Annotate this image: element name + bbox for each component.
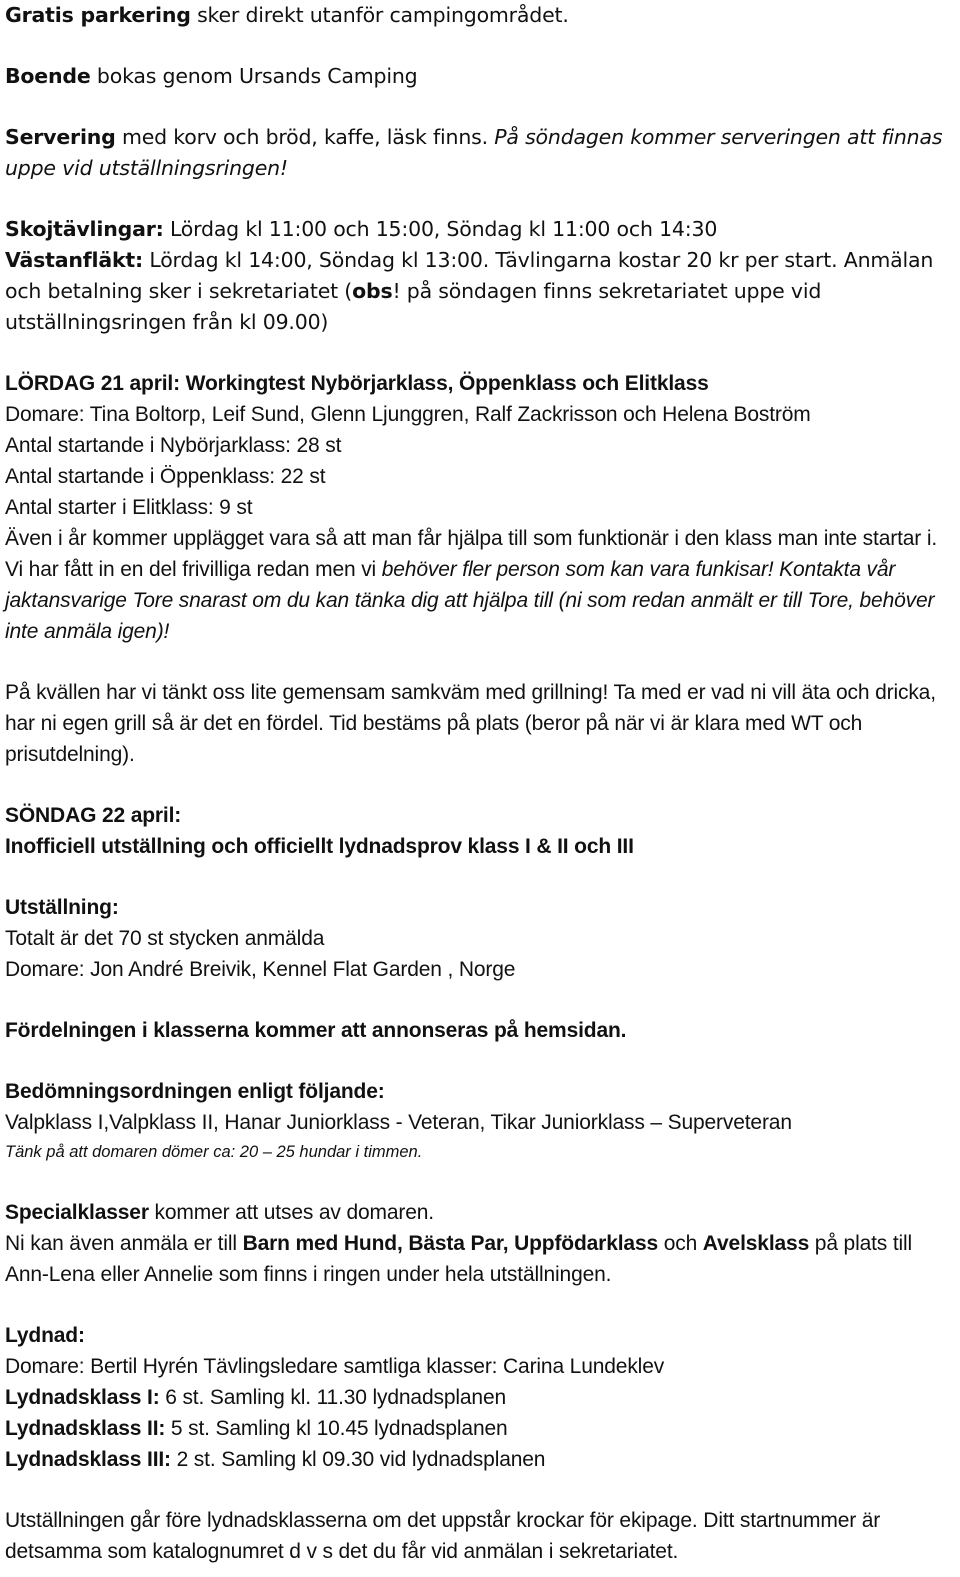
vastanflakt-info: Västanfläkt: Lördag kl 14:00, Söndag kl 13:00. Tävlingarna kostar 20 kr per start. Anmälan och betalning sker i sekretariatet (obs! på söndagen finns sekretariatet uppe vid utställningsringen från kl 09.00) xyxy=(5,248,934,334)
footer-info: Utställningen går före lydnadsklasserna om det uppstår krockar för ekipage. Ditt startnummer är detsamma som katalognumret d v s det du får vid anmälan i sekretariatet. xyxy=(5,1509,881,1563)
bedomning-heading: Bedömningsordningen enligt följande: xyxy=(5,1080,385,1103)
servering-info: Servering med korv och bröd, kaffe, läsk finns. På söndagen kommer serveringen att finnas uppe vid utställningsringen! xyxy=(5,125,943,180)
skojtavlingar-info: Skojtävlingar: Lördag kl 11:00 och 15:00, Söndag kl 11:00 och 14:30 xyxy=(5,217,718,241)
tank-info: Tänk på att domaren dömer ca: 20 – 25 hundar i timmen. xyxy=(5,1143,423,1161)
lordag-heading: LÖRDAG 21 april: Workingtest Nybörjarklass, Öppenklass och Elitklass xyxy=(5,372,709,395)
lydnadsklass-3: Lydnadsklass III: 2 st. Samling kl 09.30 vid lydnadsplanen xyxy=(5,1448,546,1471)
antal-oppenklass: Antal startande i Öppenklass: 22 st xyxy=(5,465,326,488)
antal-nyborjarklass: Antal startande i Nybörjarklass: 28 st xyxy=(5,434,342,457)
utstallning-domare: Domare: Jon André Breivik, Kennel Flat Garden , Norge xyxy=(5,958,516,981)
anmalan-plats-info: Ni kan även anmäla er till Barn med Hund, Bästa Par, Uppfödarklass och Avelsklass på plats till Ann-Lena eller Annelie som finns i ringen under hela utställningen. xyxy=(5,1232,913,1286)
sondag-subheading: Inofficiell utställning och officiellt lydnadsprov klass I & II och III xyxy=(5,835,634,858)
fordelning-info: Fördelningen i klasserna kommer att annonseras på hemsidan. xyxy=(5,1019,627,1042)
parking-info: Gratis parkering sker direkt utanför campingområdet. xyxy=(5,3,569,27)
antal-elitklass: Antal starter i Elitklass: 9 st xyxy=(5,496,253,519)
lordag-domare: Domare: Tina Boltorp, Leif Sund, Glenn Ljunggren, Ralf Zackrisson och Helena Boström xyxy=(5,403,811,426)
utstallning-heading: Utställning: xyxy=(5,896,119,919)
funktionar-info: Även i år kommer upplägget vara så att man får hjälpa till som funktionär i den klass man inte startar i. Vi har fått in en del frivilliga redan men vi behöver fler person som kan vara funkisar! Kontakta vår jaktansvarige Tore snarast om du kan tänka dig att hjälpa till (ni som redan anmält er till Tore, behöver inte anmäla igen)! xyxy=(5,527,938,643)
bedomning-text: Valpklass I,Valpklass II, Hanar Juniorklass - Veteran, Tikar Juniorklass – Superveteran xyxy=(5,1111,792,1134)
lydnad-heading: Lydnad: xyxy=(5,1324,85,1347)
lydnadsklass-1: Lydnadsklass I: 6 st. Samling kl. 11.30 lydnadsplanen xyxy=(5,1386,507,1409)
utstallning-totalt: Totalt är det 70 st stycken anmälda xyxy=(5,927,325,950)
lydnadsklass-2: Lydnadsklass II: 5 st. Samling kl 10.45 lydnadsplanen xyxy=(5,1417,508,1440)
kvall-info: På kvällen har vi tänkt oss lite gemensam samkväm med grillning! Ta med er vad ni vill äta och dricka, har ni egen grill så är det en fördel. Tid bestäms på plats (beror på när vi är klara med WT och prisutdelning). xyxy=(5,681,936,766)
lydnad-domare: Domare: Bertil Hyrén Tävlingsledare samtliga klasser: Carina Lundeklev xyxy=(5,1355,665,1378)
specialklasser-info: Specialklasser kommer att utses av domaren. xyxy=(5,1201,434,1224)
boende-info: Boende bokas genom Ursands Camping xyxy=(5,64,418,88)
sondag-heading: SÖNDAG 22 april: xyxy=(5,804,182,827)
